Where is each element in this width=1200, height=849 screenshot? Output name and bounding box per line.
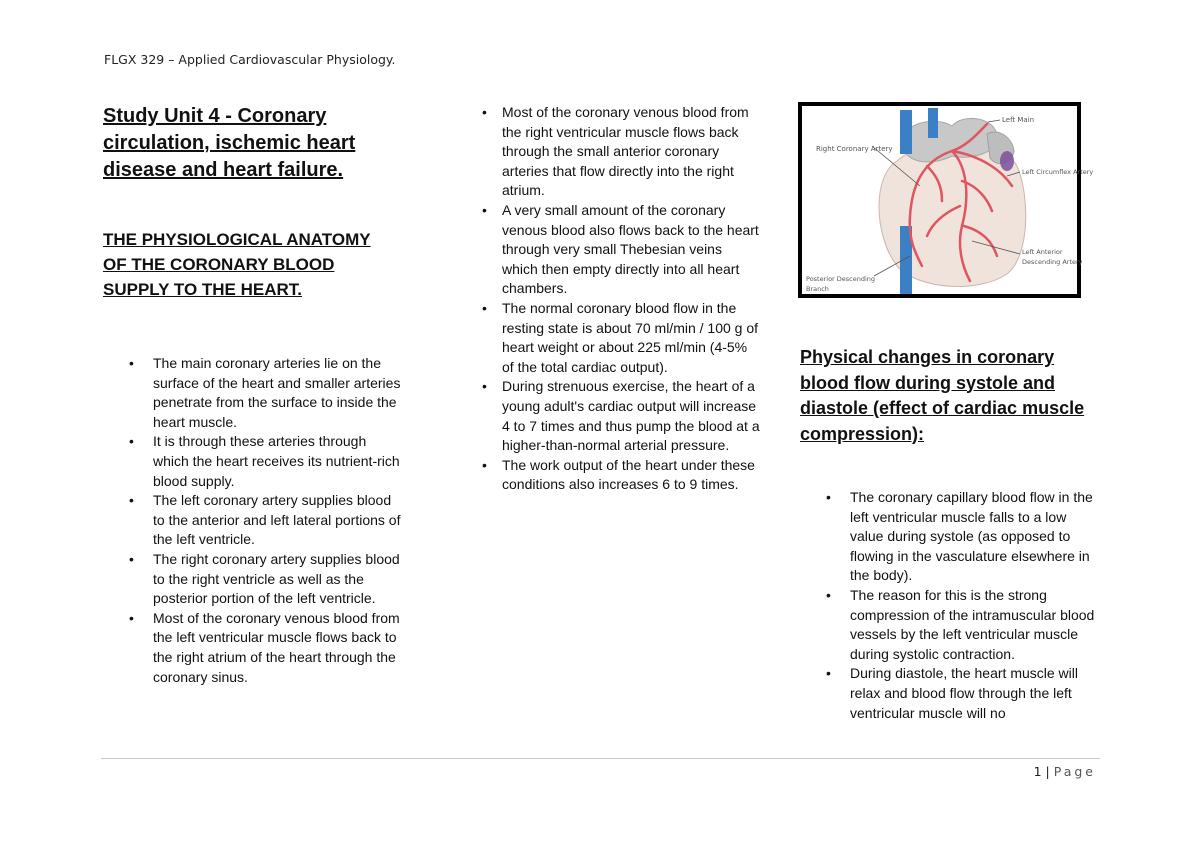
column-2 <box>480 103 760 495</box>
footer-divider <box>101 758 1100 759</box>
list-item: • The left coronary artery supplies blood to the anterior and left lateral portions of the left ventricle. <box>103 491 403 550</box>
section-heading-systole-diastole: Physical changes in coronary blood flow during systole and diastole (effect of cardiac muscle compression): <box>800 347 1085 444</box>
heart-illustration <box>802 106 1094 294</box>
document-title: Study Unit 4 - Coronary circulation, ischemic heart disease and heart failure. <box>103 105 356 181</box>
footer-separator: | <box>1045 764 1050 779</box>
list-item: • It is through these arteries through which the heart receives its nutrient-rich blood supply. <box>103 432 403 491</box>
label-left-circumflex-artery: Left Circumflex Artery <box>1022 168 1094 176</box>
list-item: • The normal coronary blood flow in the resting state is about 70 ml/min / 100 g of heart weight or about 225 ml/min (4-5% of the total cardiac output). <box>480 299 760 377</box>
label-right-coronary-artery: Right Coronary Artery <box>816 145 893 153</box>
page-number: 1 <box>1033 764 1042 779</box>
list-item: • During strenuous exercise, the heart of a young adult's cardiac output will increase 4 to 7 times and thus pump the blood at a higher-than-normal arterial pressure. <box>480 377 760 455</box>
page-word: Page <box>1053 764 1096 779</box>
coronary-arteries-figure <box>798 102 1094 298</box>
list-item: • During diastole, the heart muscle will relax and blood flow through the left ventricular muscle will no <box>800 664 1100 723</box>
label-left-main: Left Main <box>1002 116 1035 124</box>
bullet-list-anatomy <box>103 354 403 687</box>
list-item: • Most of the coronary venous blood from the left ventricular muscle flows back to the right atrium of the heart through the coronary sinus. <box>103 609 403 687</box>
list-item: • Most of the coronary venous blood from the right ventricular muscle flows back through the small anterior coronary arteries that flow directly into the right atrium. <box>480 103 760 201</box>
label-left-anterior: Left Anterior <box>1022 248 1063 256</box>
document-header: FLGX 329 – Applied Cardiovascular Physiology. <box>104 52 396 67</box>
column-3 <box>800 345 1100 723</box>
label-descending-artery: Descending Artery <box>1022 258 1083 266</box>
list-item: • The coronary capillary blood flow in the left ventricular muscle falls to a low value during systole (as opposed to flowing in the vasculature elsewhere in the body). <box>800 488 1100 586</box>
label-branch: Branch <box>806 285 829 293</box>
list-item: • A very small amount of the coronary venous blood also flows back to the heart through very small Thebesian veins which then empty directly into all heart chambers. <box>480 201 760 299</box>
list-item: • The reason for this is the strong compression of the intramuscular blood vessels by the left ventricular muscle during systolic contraction. <box>800 586 1100 664</box>
column-1 <box>103 103 403 687</box>
page-footer <box>1034 764 1096 779</box>
section-heading-anatomy: THE PHYSIOLOGICAL ANATOMY OF THE CORONARY BLOOD SUPPLY TO THE HEART. <box>103 230 371 299</box>
list-item: • The main coronary arteries lie on the surface of the heart and smaller arteries penetrate from the surface to inside the heart muscle. <box>103 354 403 432</box>
list-item: • The right coronary artery supplies blood to the right ventricle as well as the posterior portion of the left ventricle. <box>103 550 403 609</box>
list-item: • The work output of the heart under these conditions also increases 6 to 9 times. <box>480 456 760 495</box>
label-posterior-descending: Posterior Descending <box>806 275 876 283</box>
bullet-list-venous-flow <box>480 103 760 495</box>
bullet-list-systole-diastole <box>800 488 1100 723</box>
